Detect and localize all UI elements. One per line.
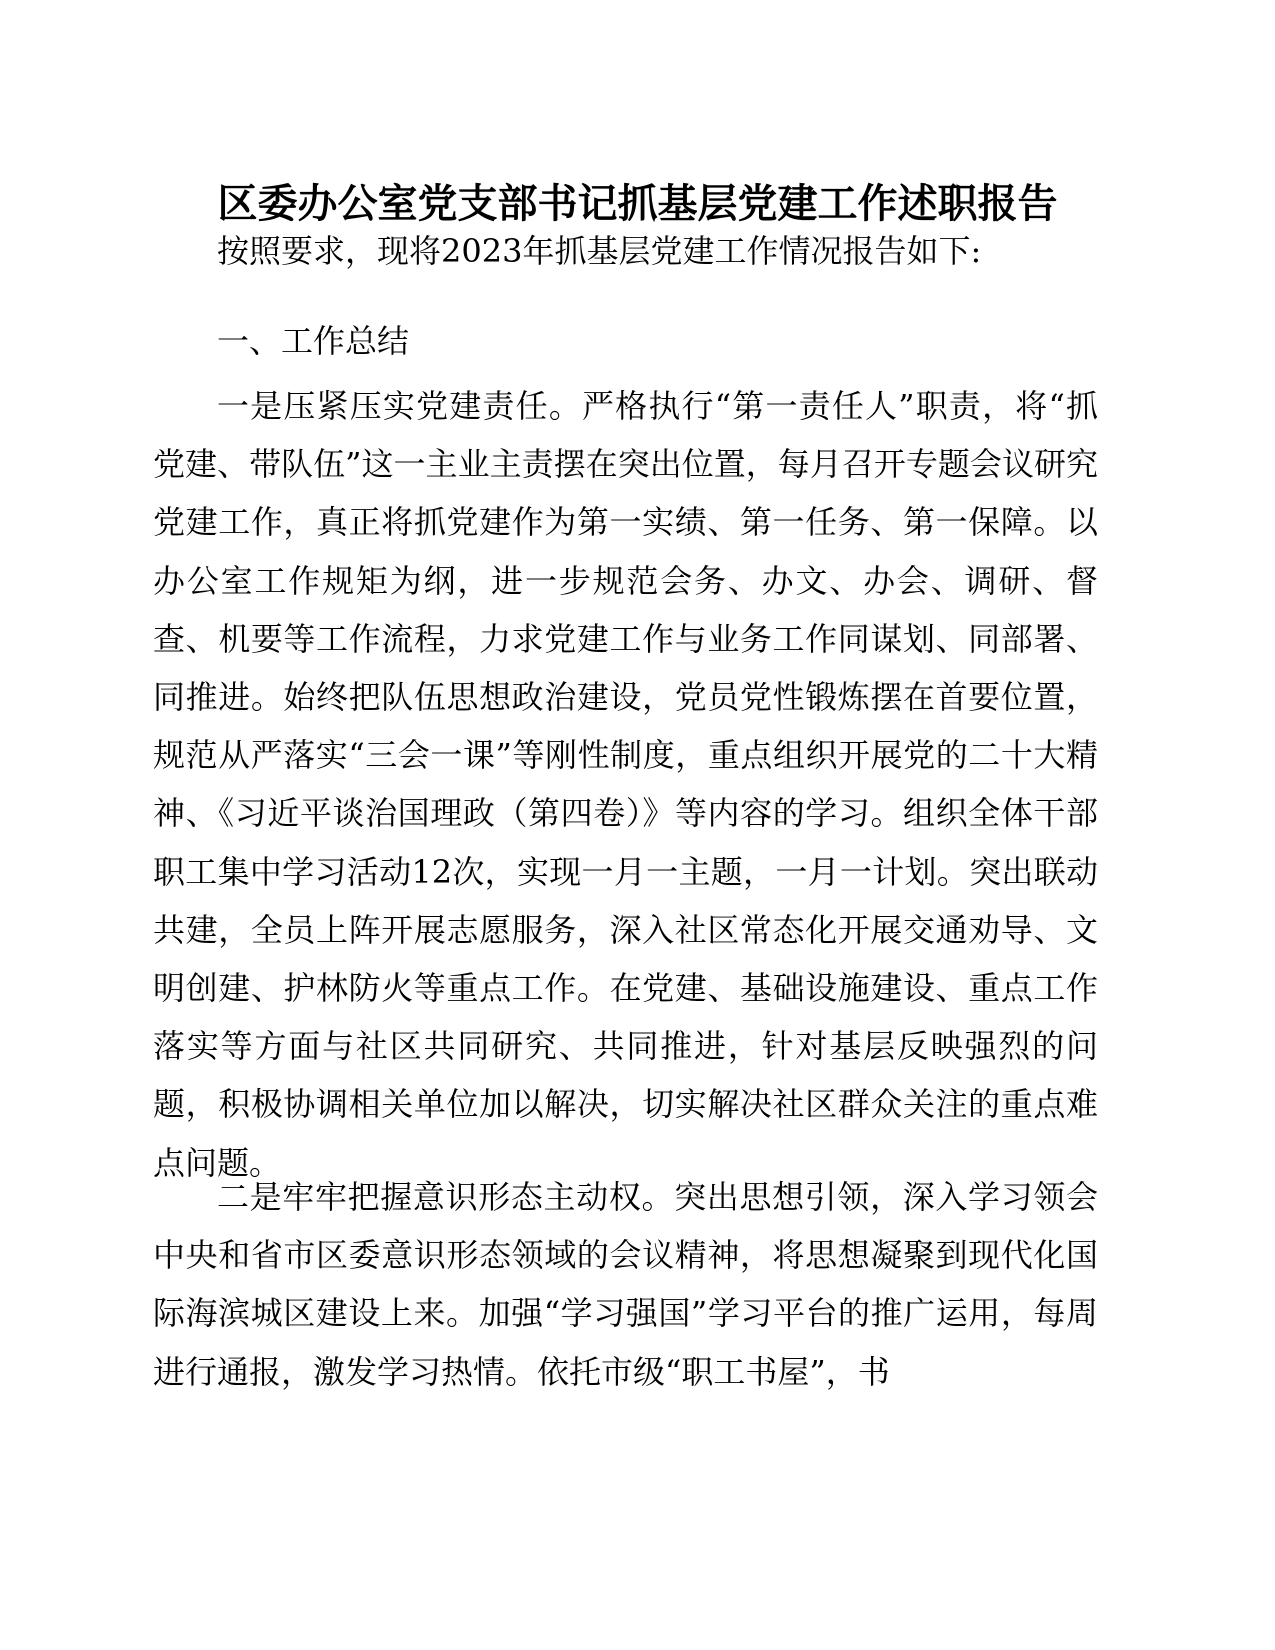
document-title: 区委办公室党支部书记抓基层党建工作述职报告 <box>217 181 1058 227</box>
body-paragraph-2: 二是牢牢把握意识形态主动权。突出思想引领，深入学习领会中央和省市区委意识形态领域的会议精神，将思想凝聚到现代化国际海滨城区建设上来。加强“学习强国”学习平台的推广运用，每周进行通报，激发学习热情。依托市级“职工书屋”，书 <box>153 1178 1098 1391</box>
intro-paragraph: 按照要求，现将2023年抓基层党建工作情况报告如下: <box>217 232 982 270</box>
body-paragraph-1: 一是压紧压实党建责任。严格执行“第一责任人”职责，将“抓党建、带队伍”这一主业主责摆在突出位置，每月召开专题会议研究党建工作，真正将抓党建作为第一实绩、第一任务、第一保障。以办公室工作规矩为纲，进一步规范会务、办文、办会、调研、督查、机要等工作流程，力求党建工作与业务工作同谋划、同部署、同推进。始终把队伍思想政治建设，党员党性锻炼摆在首要位置，规范从严落实“三会一课”等刚性制度，重点组织开展党的二十大精神、《习近平谈治国理政（第四卷）》等内容的学习。组织全体干部职工集中学习活动12次，实现一月一主题，一月一计划。突出联动共建，全员上阵开展志愿服务，深入社区常态化开展交通劝导、文明创建、护林防火等重点工作。在党建、基础设施建设、重点工作落实等方面与社区共同研究、共同推进，针对基层反映强烈的问题，积极协调相关单位加以解决，切实解决社区群众关注的重点难点问题。 <box>153 387 1098 1182</box>
section-heading: 一、工作总结 <box>217 322 410 360</box>
